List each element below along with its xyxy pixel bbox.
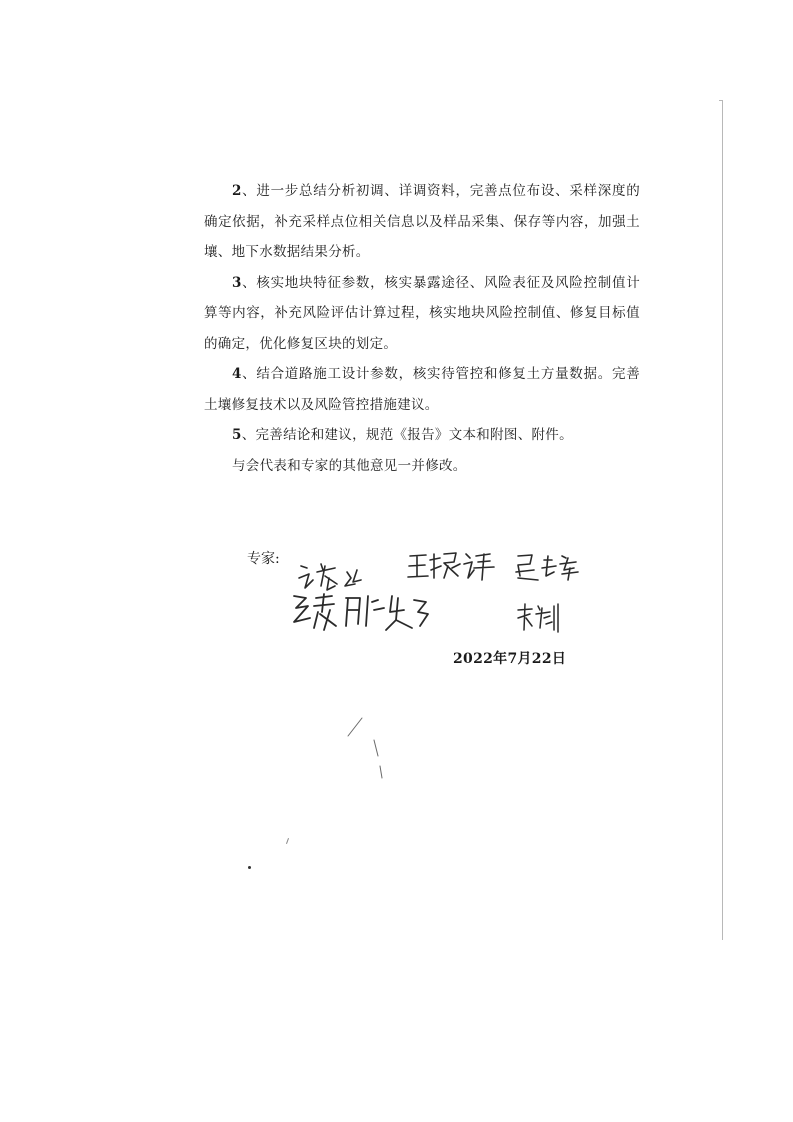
paragraph-2 (204, 176, 640, 268)
paragraph-closing (204, 451, 640, 482)
item-number: 5 (232, 427, 242, 443)
signature-3 (512, 550, 582, 584)
experts-label: 专家: (247, 551, 280, 567)
paragraph-5 (204, 420, 640, 451)
signature-5 (514, 600, 562, 634)
signature-wang-zhenxiang (404, 548, 499, 584)
scan-mark (344, 716, 388, 790)
scan-mark (286, 838, 289, 844)
opinion-body (204, 176, 640, 481)
paragraph-4 (204, 359, 640, 420)
scan-dot (248, 866, 251, 869)
signature-4 (288, 590, 438, 636)
paragraph-3 (204, 268, 640, 360)
paragraph-text: 、完善结论和建议，规范《报告》文本和附图、附件。 (241, 427, 573, 443)
item-number: 2 (232, 183, 242, 199)
paragraph-text: 、进一步总结分析初调、详调资料，完善点位布设、采样深度的确定依据，补充采样点位相关信息以及样品采集、保存等内容，加强土壤、地下水数据结果分析。 (204, 183, 640, 260)
item-number: 4 (232, 366, 242, 382)
paragraph-text: 、核实地块特征参数，核实暴露途径、风险表征及风险控制值计算等内容，补充风险评估计算过程，核实地块风险控制值、修复目标值的确定，优化修复区块的划定。 (204, 274, 640, 352)
paragraph-text: 、结合道路施工设计参数，核实待管控和修复土方量数据。完善土壤修复技术以及风险管控措施建议。 (204, 366, 640, 413)
page-right-edge-tick (719, 100, 723, 101)
item-number: 3 (232, 274, 242, 291)
paragraph-text: 与会代表和专家的其他意见一并修改。 (232, 457, 467, 474)
page-right-edge (722, 100, 723, 940)
signing-date: 2022年7月22日 (453, 651, 567, 667)
